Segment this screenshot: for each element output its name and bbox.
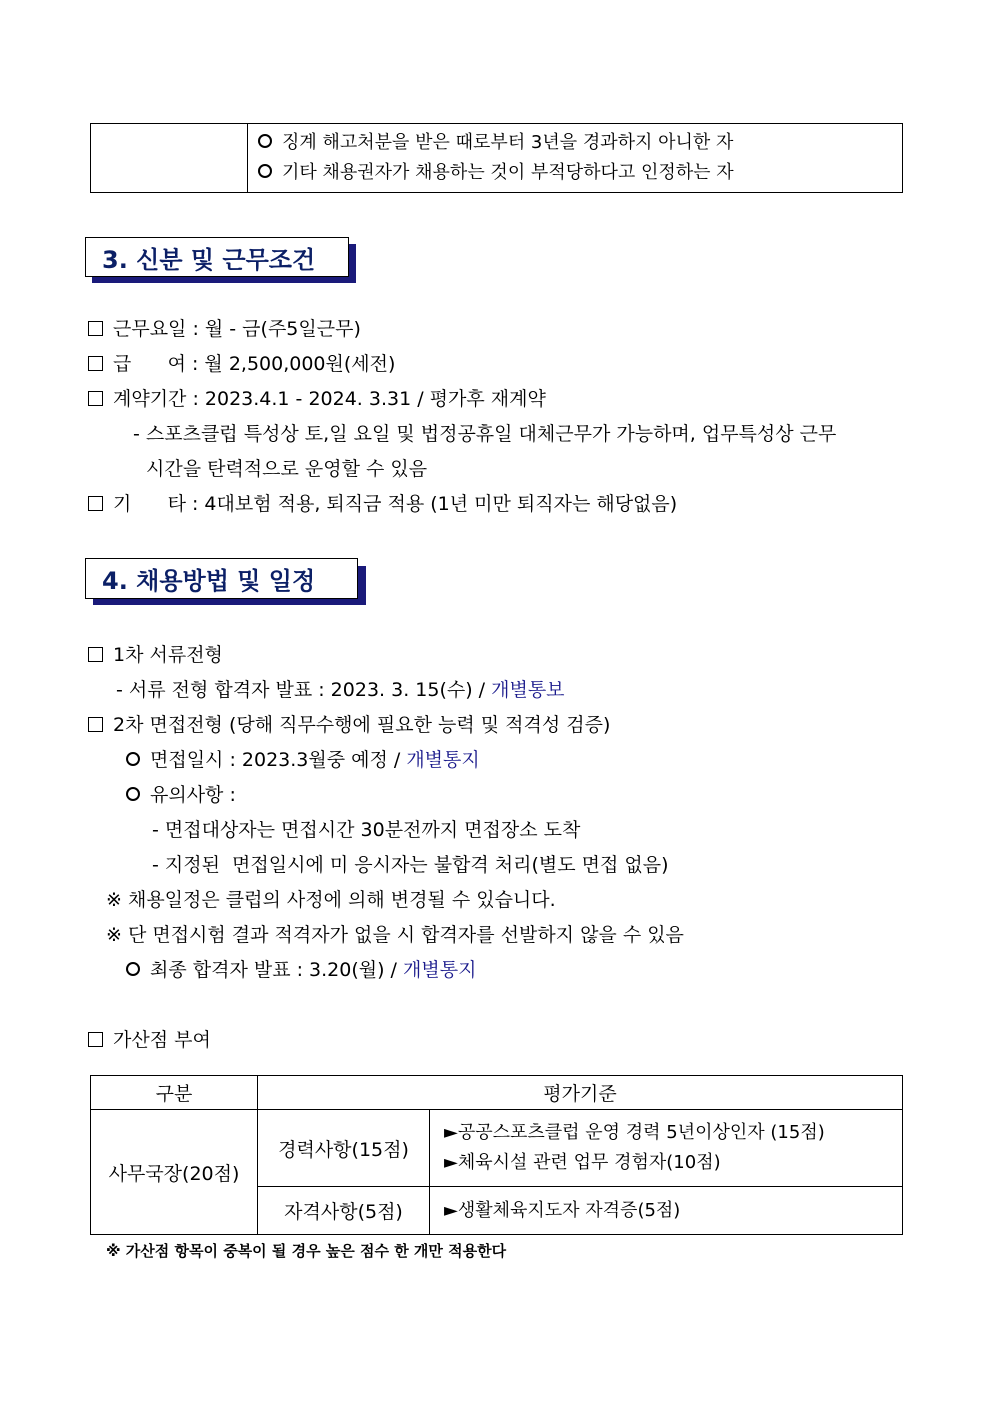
checkbox-square-icon (88, 1032, 103, 1047)
circle-bullet-icon (258, 134, 272, 148)
list-item: 징계 해고처분을 받은 때로부터 3년을 경과하지 아니한 자 (258, 128, 902, 158)
final-announcement: 최종 합격자 발표 : 3.20(월) / 개별통지 (126, 955, 476, 982)
career-label: 경력사항(15점) (258, 1110, 430, 1187)
section3-title: 3. 신분 및 근무조건 (85, 237, 349, 277)
etc: 기 타 : 4대보험 적용, 퇴직금 적용 (1년 미만 퇴직자는 해당없음) (88, 489, 677, 516)
salary: 급 여 : 월 2,500,000원(세전) (88, 349, 395, 376)
circle-bullet-icon (126, 962, 140, 976)
cert-items (430, 1187, 903, 1235)
checkbox-square-icon (88, 321, 103, 336)
header-criteria: 평가기준 (258, 1076, 903, 1110)
contract-note-line1: - 스포츠클럽 특성상 토,일 요일 및 법정공휴일 대체근무가 가능하며, 업무특성상 근무 (133, 423, 837, 445)
disqualification-table (90, 123, 903, 193)
checkbox-square-icon (88, 647, 103, 662)
step1: 1차 서류전형 (88, 640, 223, 667)
list-item: ►공공스포츠클럽 운영 경력 5년이상인자 (15점) (444, 1122, 825, 1143)
checkbox-square-icon (88, 356, 103, 371)
table-content-cell (248, 124, 903, 193)
remark2: ※ 단 면접시험 결과 적격자가 없을 시 합격자를 선발하지 않을 수 있음 (106, 924, 684, 946)
bonus-table (90, 1075, 903, 1235)
role-cell: 사무국장(20점) (91, 1110, 258, 1235)
bonus-footnote: ※ 가산점 항목이 중복이 될 경우 높은 점수 한 개만 적용한다 (106, 1242, 507, 1260)
interview-date: 면접일시 : 2023.3월중 예정 / 개별통지 (126, 745, 480, 772)
checkbox-square-icon (88, 496, 103, 511)
section4-title: 4. 채용방법 및 일정 (85, 558, 358, 599)
list-item: ►생활체육지도자 자격증(5점) (444, 1199, 681, 1221)
step2: 2차 면접전형 (당해 직무수행에 필요한 능력 및 적격성 검증) (88, 710, 610, 737)
circle-bullet-icon (258, 164, 272, 178)
circle-bullet-icon (126, 787, 140, 801)
cert-label: 자격사항(5점) (258, 1187, 430, 1235)
table-blank-cell (91, 124, 248, 193)
list-item: ►체육시설 관련 업무 경험자(10점) (444, 1152, 721, 1173)
cautions: 유의사항 : (126, 780, 236, 807)
contract-period: 계약기간 : 2023.4.1 - 2024. 3.31 / 평가후 재계약 (88, 384, 546, 411)
header-category: 구분 (91, 1076, 258, 1110)
section3-header (85, 237, 357, 284)
caution1: - 면접대상자는 면접시간 30분전까지 면접장소 도착 (152, 819, 581, 841)
contract-note-line2: 시간을 탄력적으로 운영할 수 있음 (146, 458, 428, 480)
bonus-title: 가산점 부여 (88, 1025, 211, 1052)
remark1: ※ 채용일정은 클럽의 사정에 의해 변경될 수 있습니다. (106, 889, 556, 911)
section4-header (85, 558, 367, 606)
career-items (430, 1110, 903, 1187)
step1-detail: - 서류 전형 합격자 발표 : 2023. 3. 15(수) / 개별통보 (116, 679, 565, 701)
circle-bullet-icon (126, 752, 140, 766)
caution2: - 지정된 면접일시에 미 응시자는 불합격 처리(별도 면접 없음) (152, 854, 669, 876)
checkbox-square-icon (88, 391, 103, 406)
list-item: 기타 채용권자가 채용하는 것이 부적당하다고 인정하는 자 (258, 158, 902, 188)
work-days: 근무요일 : 월 - 금(주5일근무) (88, 314, 361, 341)
checkbox-square-icon (88, 717, 103, 732)
